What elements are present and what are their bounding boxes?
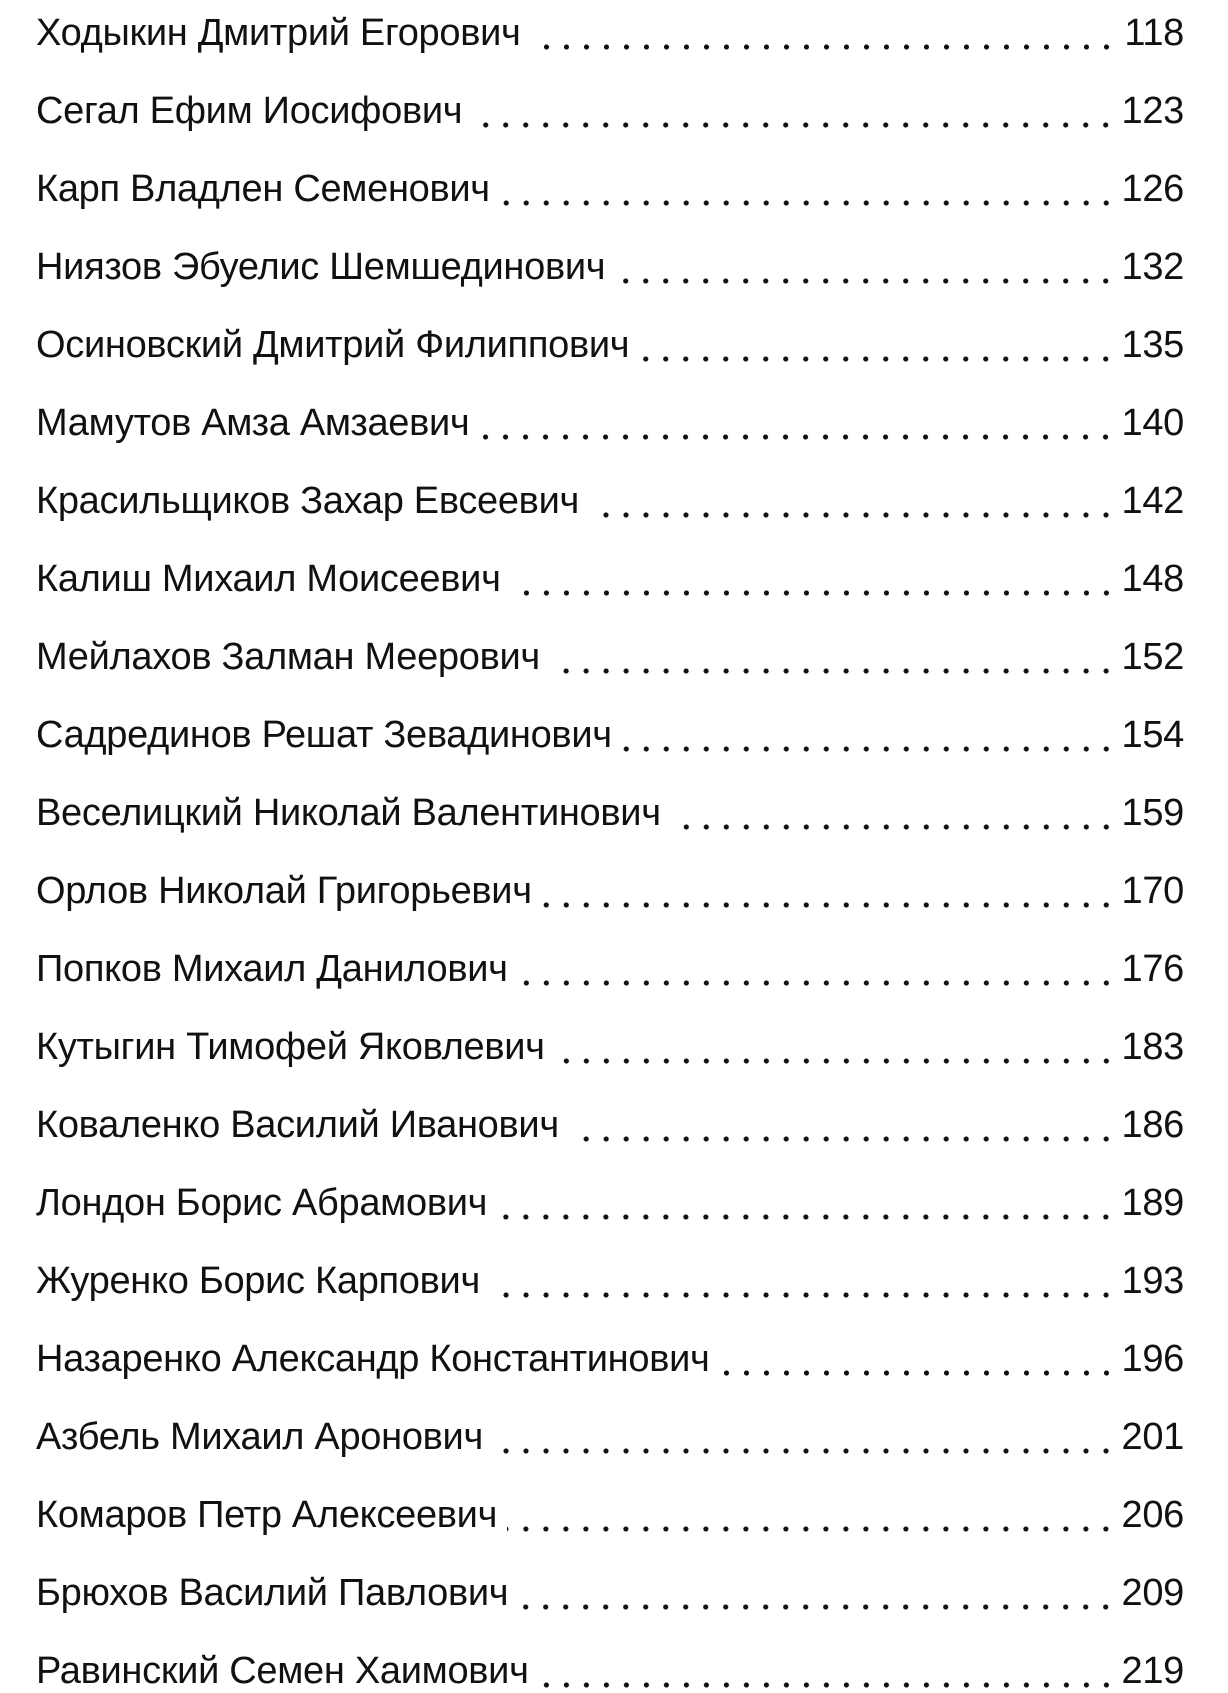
dot-leader — [531, 11, 1116, 55]
toc-entry[interactable] — [36, 1069, 1184, 1147]
dot-leader — [479, 401, 1116, 445]
dot-leader — [671, 791, 1116, 835]
dot-leader — [615, 245, 1116, 289]
page-number: 152 — [1121, 636, 1184, 678]
entry-name: Ходыкин Дмитрий Егорович — [36, 12, 521, 54]
page-number: 154 — [1121, 714, 1184, 756]
page-number: 193 — [1121, 1260, 1184, 1302]
toc-entry[interactable] — [36, 991, 1184, 1069]
entry-name: Красильщиков Захар Евсеевич — [36, 480, 579, 522]
page-number: 176 — [1121, 948, 1184, 990]
dot-leader — [518, 1571, 1116, 1615]
dot-leader — [550, 635, 1116, 679]
page-number: 196 — [1121, 1338, 1184, 1380]
page-number: 209 — [1121, 1572, 1184, 1614]
entry-name: Брюхов Василий Павлович — [36, 1572, 509, 1614]
dot-leader — [720, 1337, 1116, 1381]
toc-entry[interactable] — [36, 0, 1184, 55]
dot-leader — [569, 1103, 1116, 1147]
toc-entry[interactable] — [36, 757, 1184, 835]
page-number: 206 — [1121, 1494, 1184, 1536]
page-number: 159 — [1121, 792, 1184, 834]
entry-name: Назаренко Александр Константинович — [36, 1338, 710, 1380]
entry-name: Садрединов Решат Зевадинович — [36, 714, 612, 756]
toc-entry[interactable] — [36, 1147, 1184, 1225]
dot-leader — [493, 1415, 1116, 1459]
entry-name: Журенко Борис Карпович — [36, 1260, 480, 1302]
entry-name: Попков Михаил Данилович — [36, 948, 508, 990]
entry-name: Лондон Борис Абрамович — [36, 1182, 488, 1224]
dot-leader — [500, 167, 1116, 211]
toc-entry[interactable] — [36, 1537, 1184, 1615]
toc-entry[interactable] — [36, 289, 1184, 367]
toc-entry[interactable] — [36, 523, 1184, 601]
page-number: 186 — [1121, 1104, 1184, 1146]
page-number: 123 — [1121, 90, 1184, 132]
dot-leader — [511, 557, 1116, 601]
toc-entry[interactable] — [36, 1303, 1184, 1381]
page-number: 183 — [1121, 1026, 1184, 1068]
page-number: 126 — [1121, 168, 1184, 210]
toc-entry[interactable] — [36, 55, 1184, 133]
page-number: 140 — [1121, 402, 1184, 444]
entry-name: Ниязов Эбуелис Шемшединович — [36, 246, 606, 288]
entry-name: Калиш Михаил Моисеевич — [36, 558, 501, 600]
dot-leader — [622, 713, 1116, 757]
page-number: 219 — [1121, 1650, 1184, 1692]
toc-entry[interactable] — [36, 367, 1184, 445]
toc-entry[interactable] — [36, 913, 1184, 991]
entry-name: Веселицкий Николай Валентинович — [36, 792, 661, 834]
page-number: 142 — [1121, 480, 1184, 522]
page-number: 148 — [1121, 558, 1184, 600]
dot-leader — [497, 1181, 1116, 1225]
dot-leader — [518, 947, 1116, 991]
toc-entry[interactable] — [36, 1459, 1184, 1537]
entry-name: Азбель Михаил Аронович — [36, 1416, 483, 1458]
toc-entry[interactable] — [36, 133, 1184, 211]
dot-leader — [555, 1025, 1116, 1069]
entry-name: Кутыгин Тимофей Яковлевич — [36, 1026, 545, 1068]
toc-entry[interactable] — [36, 679, 1184, 757]
toc-entry[interactable] — [36, 1615, 1184, 1693]
dot-leader — [539, 1649, 1116, 1693]
entry-name: Сегал Ефим Иосифович — [36, 90, 463, 132]
dot-leader — [507, 1493, 1116, 1537]
dot-leader — [542, 869, 1116, 913]
entry-name: Карп Владлен Семенович — [36, 168, 490, 210]
page-number: 118 — [1124, 12, 1184, 54]
page-number: 170 — [1121, 870, 1184, 912]
toc-entry[interactable] — [36, 835, 1184, 913]
dot-leader — [490, 1259, 1116, 1303]
entry-name: Мейлахов Залман Меерович — [36, 636, 540, 678]
page-number: 201 — [1121, 1416, 1184, 1458]
dot-leader — [589, 479, 1116, 523]
dot-leader — [639, 323, 1116, 367]
entry-name: Равинский Семен Хаимович — [36, 1650, 529, 1692]
entry-name: Орлов Николай Григорьевич — [36, 870, 532, 912]
table-of-contents — [36, 0, 1184, 1693]
entry-name: Коваленко Василий Иванович — [36, 1104, 559, 1146]
page-number: 132 — [1121, 246, 1184, 288]
toc-entry[interactable] — [36, 211, 1184, 289]
toc-entry[interactable] — [36, 601, 1184, 679]
toc-entry[interactable] — [36, 1225, 1184, 1303]
page-number: 135 — [1121, 324, 1184, 366]
entry-name: Комаров Петр Алексеевич — [36, 1494, 498, 1536]
toc-entry[interactable] — [36, 1381, 1184, 1459]
dot-leader — [472, 89, 1116, 133]
entry-name: Мамутов Амза Амзаевич — [36, 402, 470, 444]
entry-name: Осиновский Дмитрий Филиппович — [36, 324, 630, 366]
page-number: 189 — [1121, 1182, 1184, 1224]
toc-entry[interactable] — [36, 445, 1184, 523]
